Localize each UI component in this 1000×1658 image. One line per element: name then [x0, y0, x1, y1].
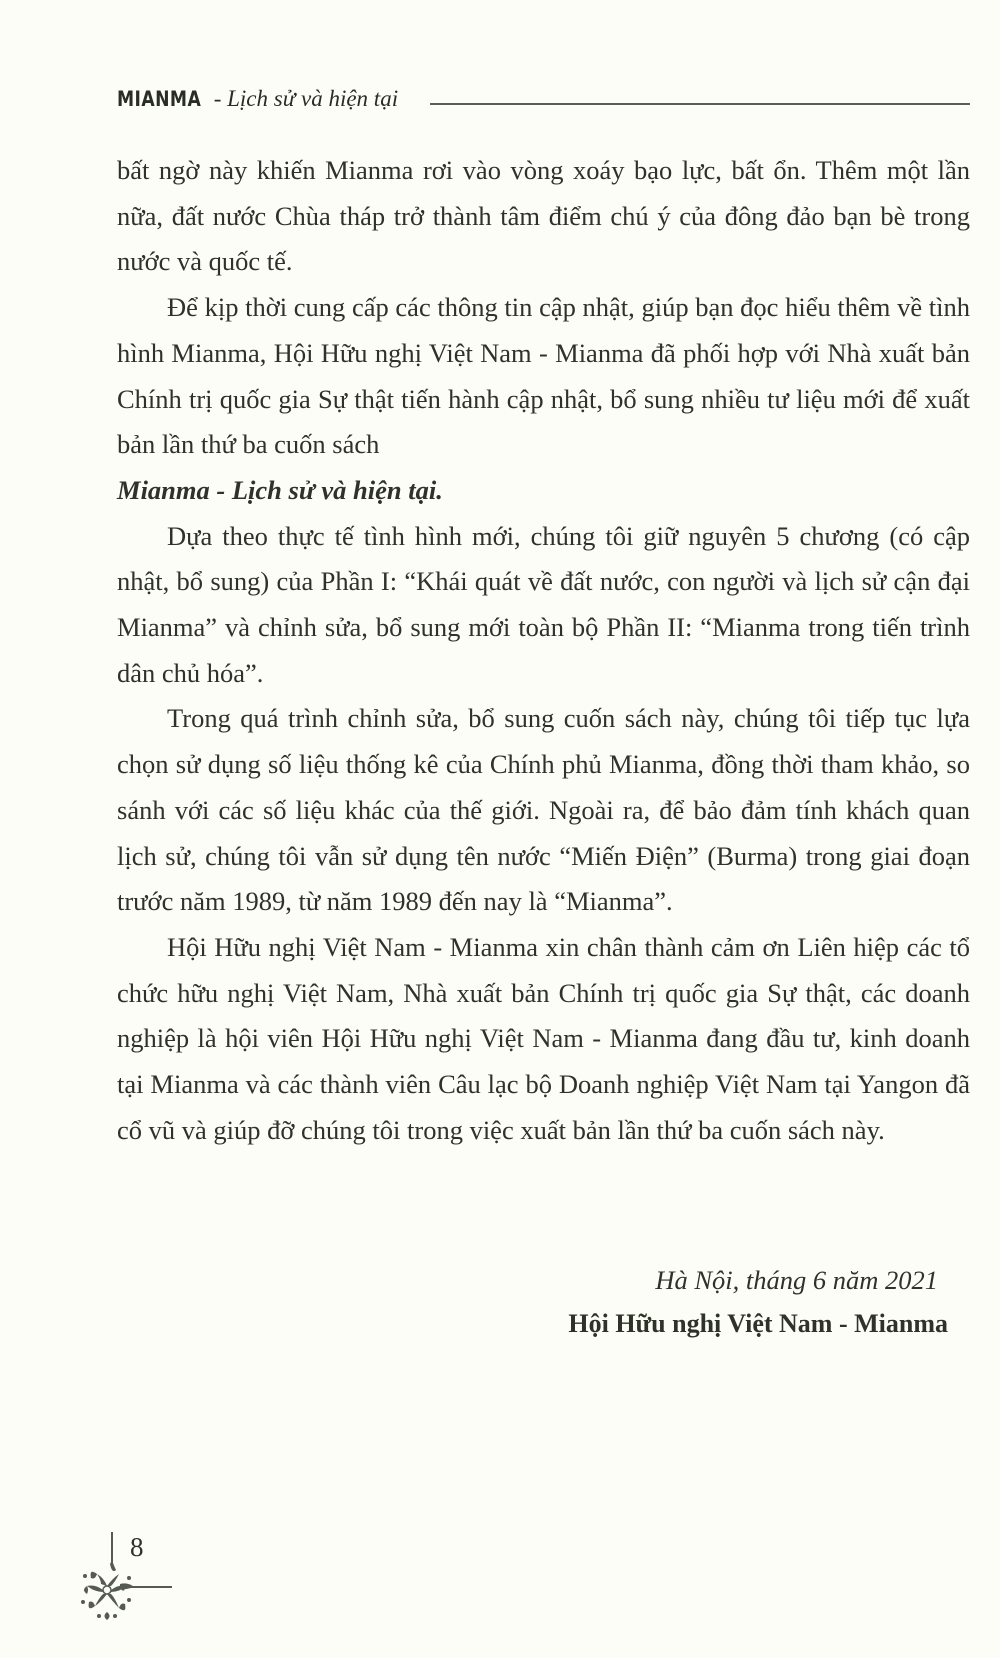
- paragraph-text: bất ngờ này khiến Mianma rơi vào vòng xoáy bạo lực, bất ổn. Thêm một lần nữa, đất nước Chùa tháp trở thành tâm điểm chú ý của đông đảo bạn bè trong nước và quốc tế.: [117, 155, 970, 277]
- running-head-rule: [430, 103, 970, 105]
- book-title-period: .: [436, 474, 443, 505]
- floral-ornament-icon: [60, 1530, 180, 1640]
- paragraph-text: Trong quá trình chỉnh sửa, bổ sung cuốn sách này, chúng tôi tiếp tục lựa chọn sử dụng số liệu thống kê của Chính phủ Mianma, đồng thời tham khảo, so sánh với các số liệu khác của thế giới. Ngoài ra, để bảo đảm tính khách quan lịch sử, chúng tôi vẫn sử dụng tên nước “Miến Điện” (Burma) trong giai đoạn trước năm 1989, từ năm 1989 đến nay là “Mianma”.: [117, 703, 970, 917]
- running-head-title: MIANMA: [117, 87, 202, 111]
- signoff-place-date: Hà Nội, tháng 6 năm 2021: [655, 1265, 938, 1295]
- body-text: [117, 148, 970, 1153]
- paragraph: [117, 285, 970, 514]
- page-number: 8: [130, 1532, 144, 1562]
- running-head: [117, 78, 970, 110]
- signoff-organization: Hội Hữu nghị Việt Nam - Mianma: [568, 1309, 948, 1338]
- paragraph: [117, 925, 970, 1154]
- paragraph-text: Hội Hữu nghị Việt Nam - Mianma xin chân thành cảm ơn Liên hiệp các tổ chức hữu nghị Việt Nam, Nhà xuất bản Chính trị quốc gia Sự thật, các doanh nghiệp là hội viên Hội Hữu nghị Việt Nam - Mianma đang đầu tư, kinh doanh tại Mianma và các thành viên Câu lạc bộ Doanh nghiệp Việt Nam tại Yangon đã cổ vũ và giúp đỡ chúng tôi trong việc xuất bản lần thứ ba cuốn sách này.: [117, 931, 970, 1145]
- folio: [60, 1530, 180, 1640]
- paragraph: [117, 696, 970, 925]
- paragraph-text: Để kịp thời cung cấp các thông tin cập nhật, giúp bạn đọc hiểu thêm về tình hình Mianma, Hội Hữu nghị Việt Nam - Mianma đã phối hợp với Nhà xuất bản Chính trị quốc gia Sự thật tiến hành cập nhật, bổ sung nhiều tư liệu mới để xuất bản lần thứ ba cuốn sách: [117, 292, 970, 460]
- paragraph: [117, 514, 970, 697]
- paragraph: [117, 148, 970, 285]
- book-title-emphasis: Mianma - Lịch sử và hiện tại: [117, 474, 437, 505]
- running-head-subtitle: - Lịch sử và hiện tại: [213, 86, 399, 111]
- paragraph-text: Dựa theo thực tế tình hình mới, chúng tôi giữ nguyên 5 chương (có cập nhật, bổ sung) của Phần I: “Khái quát về đất nước, con người và lịch sử cận đại Mianma” và chỉnh sửa, bổ sung mới toàn bộ Phần II: “Mianma trong tiến trình dân chủ hóa”.: [117, 520, 970, 688]
